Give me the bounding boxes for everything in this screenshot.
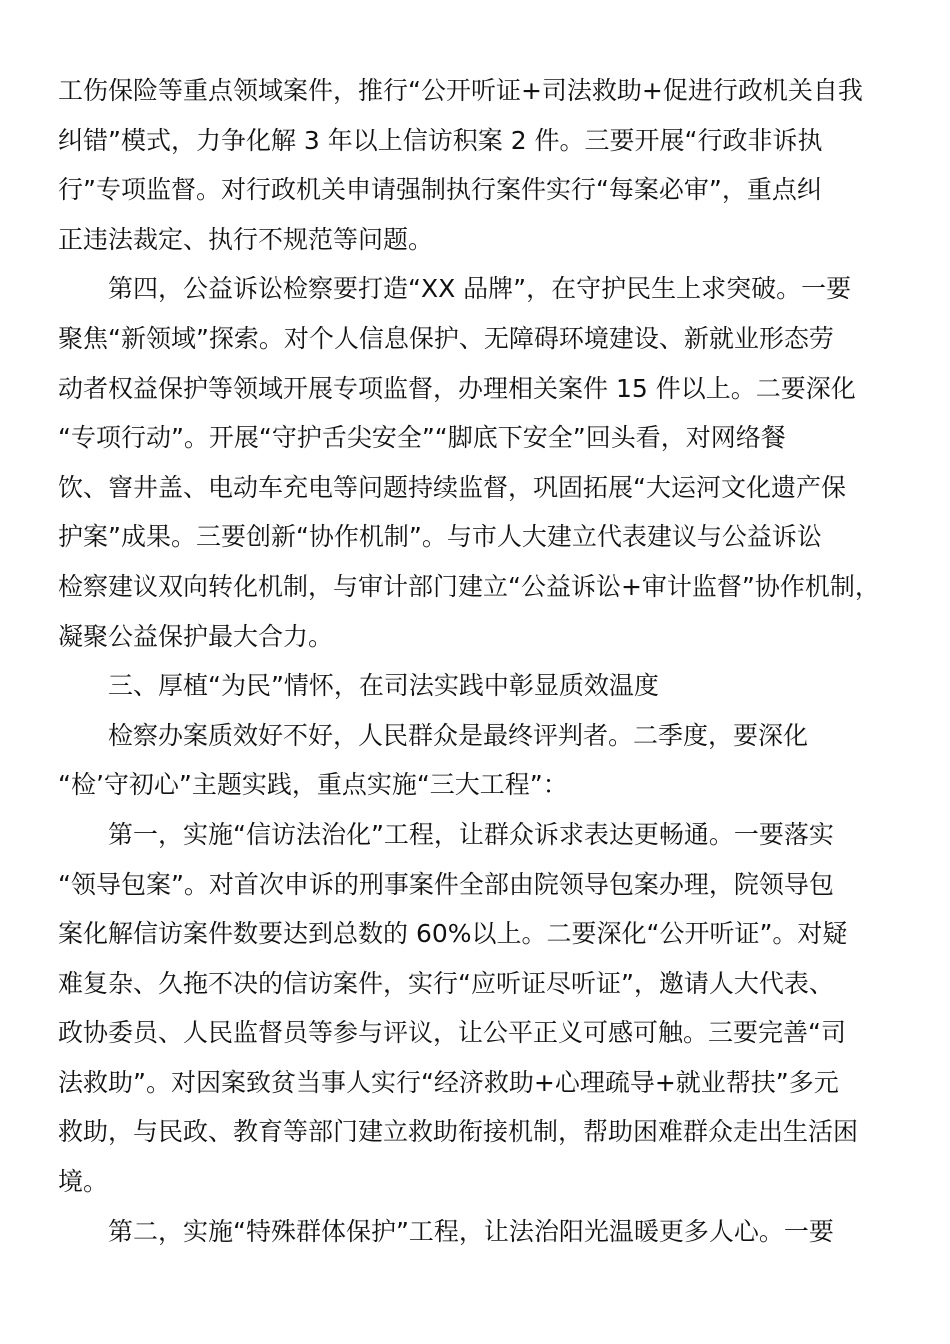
text-line: 第四，公益诉讼检察要打造“XX 品牌”，在守护民生上求突破。一要 — [58, 274, 852, 304]
text-line: “领导包案”。对首次申诉的刑事案件全部由院领导包案办理，院领导包 — [58, 869, 834, 899]
text-line: 第一，实施“信访法治化”工程，让群众诉求表达更畅通。一要落实 — [58, 819, 834, 849]
text-line: 工伤保险等重点领域案件，推行“公开听证+司法救助+促进行政机关自我 — [58, 76, 863, 105]
text-line: 难复杂、久拖不决的信访案件，实行“应听证尽听证”，邀请人大代表、 — [58, 968, 834, 998]
section-heading: 三、厚植“为民”情怀，在司法实践中彰显质效温度 — [58, 671, 659, 701]
text-line: 聚焦“新领域”探索。对个人信息保护、无障碍环境建设、新就业形态劳 — [58, 323, 834, 353]
text-line: 护案”成果。三要创新“协作机制”。与市人大建立代表建议与公益诉讼 — [58, 522, 822, 552]
text-line: 检察办案质效好不好，人民群众是最终评判者。二季度，要深化 — [58, 720, 809, 750]
text-line: 救助，与民政、教育等部门建立救助衔接机制，帮助困难群众走出生活困 — [58, 1117, 859, 1147]
text-line: 案化解信访案件数要达到总数的 60%以上。二要深化“公开听证”。对疑 — [58, 919, 848, 949]
text-line: 境。 — [58, 1167, 109, 1197]
text-line: 凝聚公益保护最大合力。 — [58, 621, 334, 651]
text-line: “检’守初心”主题实践，重点实施“三大工程”： — [58, 770, 568, 800]
text-line: 纠错”模式，力争化解 3 年以上信访积案 2 件。三要开展“行政非诉执 — [58, 125, 823, 155]
text-line: 行”专项监督。对行政机关申请强制执行案件实行“每案必审”，重点纠 — [58, 175, 822, 205]
document-body — [58, 66, 908, 1256]
text-line: 政协委员、人民监督员等参与评议，让公平正义可感可触。三要完善“司 — [58, 1018, 846, 1048]
text-line: 动者权益保护等领域开展专项监督，办理相关案件 15 件以上。二要深化 — [58, 373, 856, 403]
text-line: 法救助”。对因案致贫当事人实行“经济救助+心理疏导+就业帮扶”多元 — [58, 1067, 839, 1097]
text-line: 第二，实施“特殊群体保护”工程，让法治阳光温暖更多人心。一要 — [58, 1216, 834, 1246]
text-line: “专项行动”。开展“守护舌尖安全”“脚底下安全”回头看，对网络餐 — [58, 423, 786, 453]
text-line: 检察建议双向转化机制，与审计部门建立“公益诉讼+审计监督”协作机制， — [58, 571, 880, 601]
text-line: 正违法裁定、执行不规范等问题。 — [58, 224, 434, 254]
text-line: 饮、窨井盖、电动车充电等问题持续监督，巩固拓展“大运河文化遗产保 — [58, 472, 846, 502]
